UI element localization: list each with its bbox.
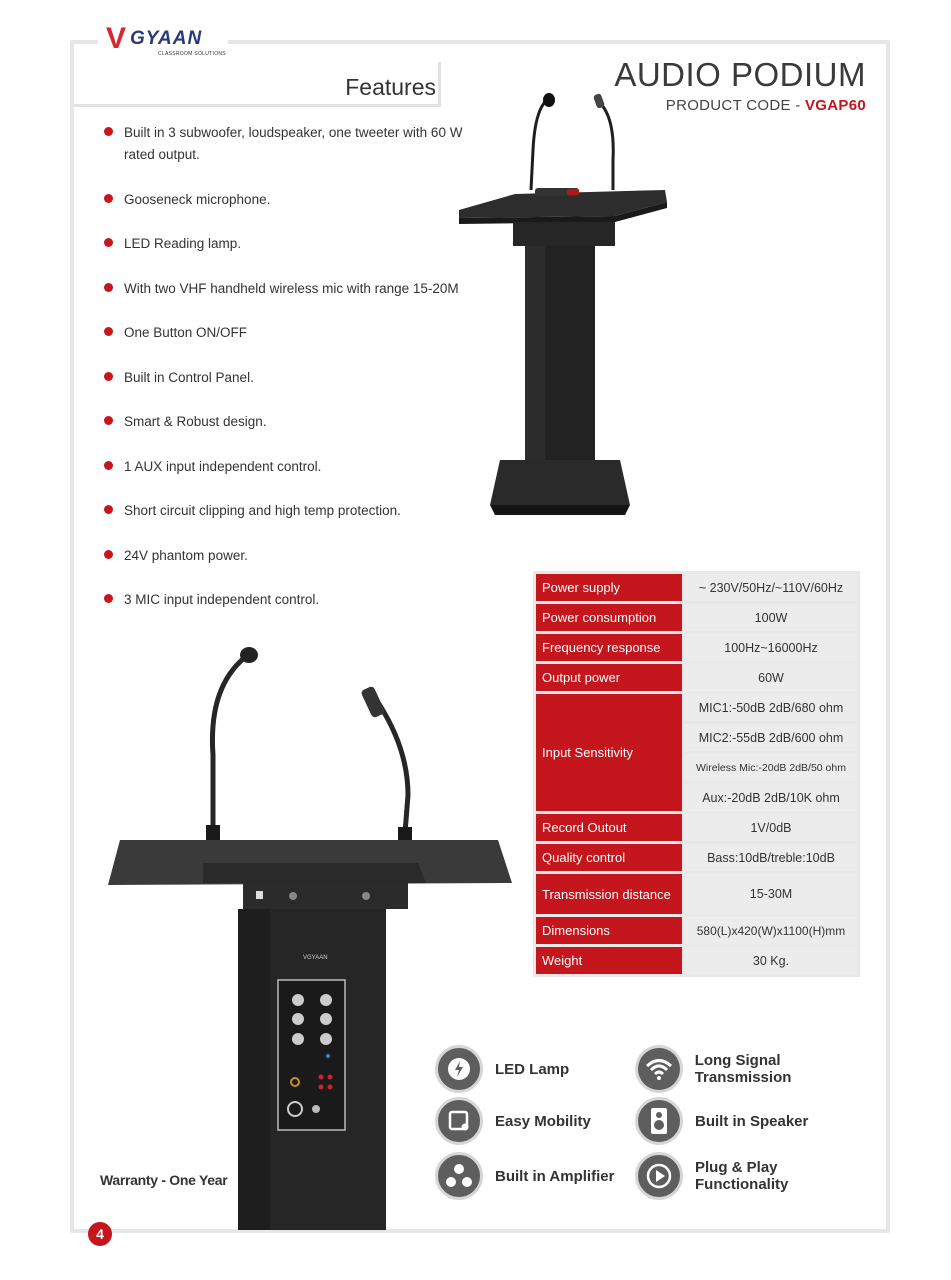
highlight-built-in-amplifier: Built in Amplifier — [435, 1152, 614, 1200]
table-row: Power supply ~ 230V/50Hz/~110V/60Hz — [536, 574, 857, 601]
bullet-icon — [104, 505, 113, 514]
feature-item: Short circuit clipping and high temp protection. — [100, 500, 480, 522]
plug-play-label: Plug & Play Functionality — [695, 1159, 789, 1193]
table-row: Quality control Bass:10dB/treble:10dB — [536, 844, 857, 871]
table-row: Aux:-20dB 2dB/10K ohm — [536, 784, 857, 811]
feature-list — [100, 122, 480, 634]
bullet-icon — [104, 327, 113, 336]
feature-item: LED Reading lamp. — [100, 233, 480, 255]
bullet-icon — [104, 550, 113, 559]
feature-item: Smart & Robust design. — [100, 411, 480, 433]
bullet-icon — [104, 372, 113, 381]
feature-item: 3 MIC input independent control. — [100, 589, 480, 611]
logo-tagline: CLASSROOM SOLUTIONS — [158, 51, 226, 57]
play-icon — [635, 1152, 683, 1200]
table-row: Power consumption 100W — [536, 604, 857, 631]
highlight-long-signal: Long Signal Transmission — [635, 1045, 880, 1093]
feature-item: Built in Control Panel. — [100, 367, 480, 389]
table-row: Transmission distance 15-30M — [536, 874, 857, 914]
logo-name: GYAAN — [130, 28, 203, 49]
warranty-text: Warranty - One Year — [100, 1172, 228, 1188]
feature-item: Built in 3 subwoofer, loudspeaker, one tweeter with 60 W rated output. — [100, 122, 480, 166]
svg-text:VGYAAN: VGYAAN — [303, 955, 328, 961]
table-row: Input Sensitivity MIC1:-50dB 2dB/680 ohm — [536, 694, 857, 721]
lightning-icon — [435, 1045, 483, 1093]
feature-item: One Button ON/OFF — [100, 322, 480, 344]
feature-item: 24V phantom power. — [100, 545, 480, 567]
logo-mark: V — [106, 22, 127, 55]
bullet-icon — [104, 283, 113, 292]
table-row: Frequency response 100Hz~16000Hz — [536, 634, 857, 661]
highlight-led-lamp: LED Lamp — [435, 1045, 569, 1093]
page-number: 4 — [88, 1222, 112, 1246]
bullet-icon — [104, 461, 113, 470]
highlight-built-in-speaker: Built in Speaker — [635, 1097, 808, 1145]
three-dots-icon — [435, 1152, 483, 1200]
table-row: Weight 30 Kg. — [536, 947, 857, 974]
square-icon — [435, 1097, 483, 1145]
bullet-icon — [104, 238, 113, 247]
highlight-easy-mobility: Easy Mobility — [435, 1097, 591, 1145]
speaker-icon — [635, 1097, 683, 1145]
features-heading: Features — [345, 74, 436, 100]
bullet-icon — [104, 127, 113, 136]
bullet-icon — [104, 594, 113, 603]
features-header — [74, 62, 441, 107]
bullet-icon — [104, 416, 113, 425]
table-row: Record Outout 1V/0dB — [536, 814, 857, 841]
feature-item: With two VHF handheld wireless mic with range 15-20M — [100, 278, 480, 300]
podium-side-image — [455, 90, 675, 535]
feature-item: Gooseneck microphone. — [100, 189, 480, 211]
brand-logo — [98, 20, 228, 60]
wifi-icon — [635, 1045, 683, 1093]
table-row: MIC2:-55dB 2dB/600 ohm — [536, 724, 857, 751]
product-title: AUDIO PODIUM — [614, 56, 866, 93]
spec-table — [533, 571, 860, 977]
table-row: Wireless Mic:-20dB 2dB/50 ohm — [536, 754, 857, 781]
bullet-icon — [104, 194, 113, 203]
product-code-label: PRODUCT CODE - — [665, 97, 805, 114]
table-row: Output power 60W — [536, 664, 857, 691]
highlight-plug-play — [635, 1152, 788, 1200]
product-code-value: VGAP60 — [805, 97, 866, 114]
table-row: Dimensions 580(L)x420(W)x1100(H)mm — [536, 917, 857, 944]
feature-highlights — [430, 1040, 880, 1210]
feature-item: 1 AUX input independent control. — [100, 456, 480, 478]
